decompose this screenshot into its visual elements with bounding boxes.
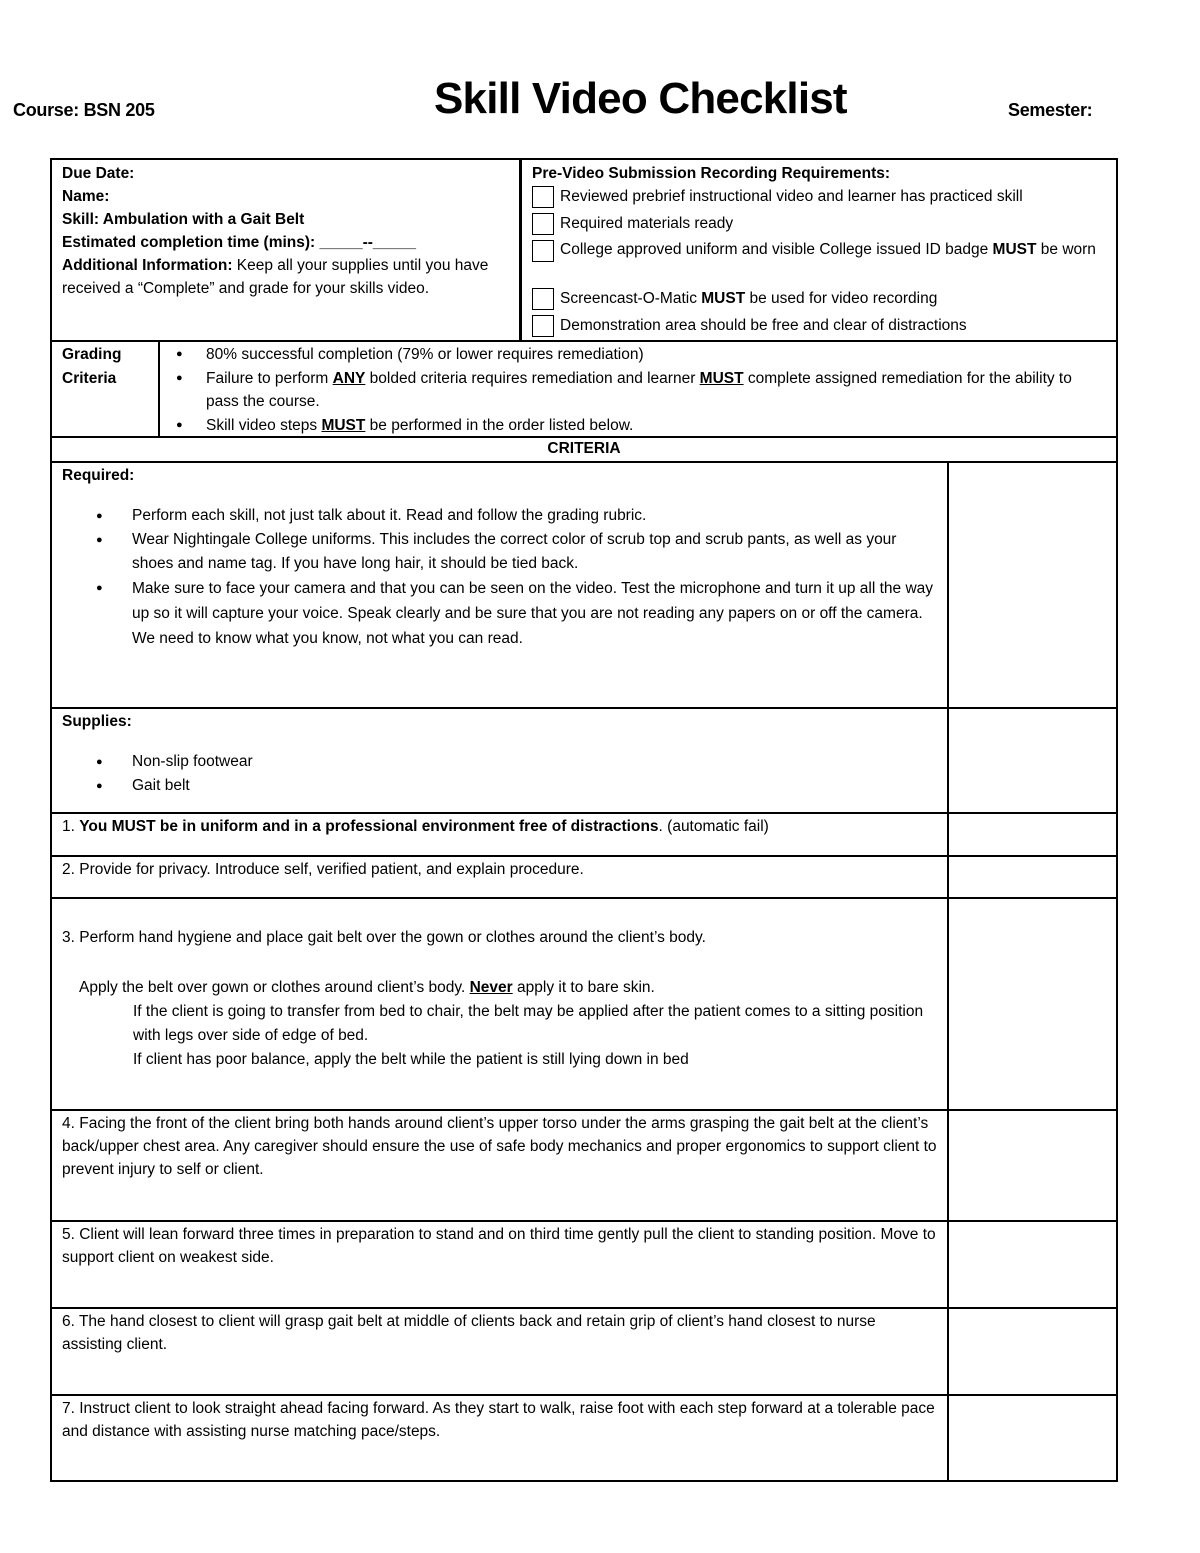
score-cell[interactable] — [947, 1111, 1116, 1220]
course-label: Course: BSN 205 — [13, 100, 155, 120]
pre-video-item-text: be worn — [1036, 241, 1096, 258]
checkbox[interactable] — [532, 240, 554, 262]
student-info-cell — [52, 160, 519, 340]
semester-label: Semester: — [1008, 100, 1093, 120]
step-text — [52, 814, 947, 855]
score-cell[interactable] — [947, 857, 1116, 897]
grading-text: Failure to perform — [206, 369, 333, 387]
pre-video-item-text: Screencast-O-Matic — [560, 290, 702, 307]
score-cell[interactable] — [947, 1222, 1116, 1307]
grading-text: 80% successful completion (79% or lower requires remediation) — [206, 346, 644, 363]
grading-text: bolded criteria requires remediation and learner — [365, 369, 700, 387]
criteria-header-row — [52, 436, 1116, 461]
step-note: . (automatic fail) — [658, 818, 769, 835]
list-item: ● Wear Nightingale College uniforms. This includes the correct color of scrub top and scrub pants, as well as your shoes and name tag. If you have long hair, it should be tied back. — [62, 528, 937, 576]
emphasis-text: MUST — [992, 241, 1037, 258]
list-item — [170, 367, 1106, 414]
pre-video-item-text: College approved uniform and visible College issued ID badge — [560, 241, 993, 258]
step-row — [52, 1220, 1116, 1307]
criteria-header: CRITERIA — [547, 440, 621, 457]
grading-row — [52, 340, 1116, 436]
step-number: 1. — [62, 818, 80, 835]
checkbox[interactable] — [532, 213, 554, 235]
grading-label: Grading Criteria — [62, 346, 122, 387]
estimated-time-field[interactable]: Estimated completion time (mins): _____--_____ — [62, 234, 417, 251]
step-subtext-a: Apply the belt over gown or clothes around client’s body. — [79, 979, 470, 996]
emphasis-text: MUST — [321, 416, 366, 434]
pre-video-item — [532, 239, 1106, 287]
checkbox[interactable] — [532, 315, 554, 337]
required-cell — [52, 463, 947, 707]
required-row — [52, 461, 1116, 707]
step-row — [52, 1394, 1116, 1480]
emphasis-text: ANY — [332, 369, 366, 387]
step-row — [52, 1109, 1116, 1220]
pre-video-item — [532, 314, 1106, 338]
list-item: ● Gait belt — [62, 774, 937, 798]
grading-text: be performed in the order listed below. — [365, 416, 634, 434]
pre-video-item-text: be used for video recording — [745, 290, 938, 307]
checkbox[interactable] — [532, 288, 554, 310]
emphasis-text: MUST — [701, 290, 746, 307]
score-cell[interactable] — [947, 814, 1116, 855]
step-text: 2. Provide for privacy. Introduce self, verified patient, and explain procedure. — [62, 861, 584, 878]
step-subtext — [62, 976, 937, 1000]
page-title: Skill Video Checklist — [434, 74, 847, 123]
skill-label: Skill: Ambulation with a Gait Belt — [62, 211, 305, 228]
pre-video-title: Pre-Video Submission Recording Requirements: — [532, 165, 891, 182]
due-date-field[interactable]: Due Date: — [62, 165, 135, 182]
score-cell[interactable] — [947, 1396, 1116, 1480]
checklist-table — [50, 158, 1118, 1482]
score-cell[interactable] — [947, 463, 1116, 707]
step-row — [52, 1307, 1116, 1394]
info-row — [52, 160, 1116, 340]
supplies-cell — [52, 709, 947, 812]
pre-video-item — [532, 185, 1106, 212]
step-row — [52, 812, 1116, 855]
pre-video-item — [532, 287, 1106, 314]
score-cell[interactable] — [947, 709, 1116, 812]
list-item — [170, 414, 1106, 438]
grading-text: Skill video steps — [206, 416, 322, 434]
document-header — [0, 70, 1200, 130]
list-item: ● Make sure to face your camera and that you can be seen on the video. Test the microphone and turn it up all the way up so it will capture your voice. Speak clearly and be sure that you are not reading any papers on or off the camera. We need to know what you know, not what you can read. — [62, 576, 937, 651]
step-text: 6. The hand closest to client will grasp gait belt at middle of clients back and retain grip of client’s hand closest to nurse assisting client. — [62, 1313, 876, 1353]
required-label: Required: — [62, 467, 135, 484]
pre-video-item-text: Demonstration area should be free and clear of distractions — [560, 317, 967, 334]
additional-info — [62, 254, 509, 300]
step-text — [52, 899, 947, 1109]
step-text: 5. Client will lean forward three times in preparation to stand and on third time gently pull the client to standing position. Move to support client on weakest side. — [62, 1226, 936, 1266]
list-item — [170, 343, 1106, 367]
list-item: ● Non-slip footwear — [62, 750, 937, 774]
pre-video-item-text: Reviewed prebrief instructional video and learner has practiced skill — [560, 188, 1023, 205]
name-field[interactable]: Name: — [62, 188, 110, 205]
pre-video-item — [532, 212, 1106, 239]
pre-video-item-text: Required materials ready — [560, 215, 734, 232]
step-text: 4. Facing the front of the client bring both hands around client’s upper torso under the arms grasping the gait belt at the client’s back/upper chest area. Any caregiver should ensure the use of safe body mechanics and proper ergonomics to support client to prevent injury to self or client. — [62, 1115, 937, 1178]
additional-info-text: Keep all your supplies until you have received a “Complete” and grade for your skills video. — [62, 257, 489, 297]
checkbox[interactable] — [532, 186, 554, 208]
supplies-label: Supplies: — [62, 713, 132, 730]
step-subtext-c: apply it to bare skin. — [512, 979, 655, 996]
step-subtext: If client has poor balance, apply the belt while the patient is still lying down in bed — [133, 1051, 689, 1068]
step-row — [52, 897, 1116, 1109]
step-row — [52, 855, 1116, 897]
supplies-row — [52, 707, 1116, 812]
grading-text: complete assigned remediation for the ability to pass the course. — [206, 369, 1072, 410]
step-text: 7. Instruct client to look straight ahead facing forward. As they start to walk, raise foot with each step forward at a tolerable pace and distance with assisting nurse matching pace/steps. — [62, 1400, 935, 1440]
pre-video-cell — [519, 160, 1116, 340]
additional-info-label: Additional Information: — [62, 257, 233, 274]
list-item: ● Perform each skill, not just talk about it. Read and follow the grading rubric. — [62, 504, 937, 528]
score-cell[interactable] — [947, 899, 1116, 1109]
step-main-text: 3. Perform hand hygiene and place gait belt over the gown or clothes around the client’s body. — [62, 929, 706, 946]
emphasis-text: You MUST be in uniform and in a professional environment free of distractions — [79, 818, 659, 835]
emphasis-text: MUST — [699, 369, 744, 387]
grading-bullets — [158, 342, 1116, 436]
emphasis-text: Never — [469, 979, 513, 996]
step-subtext: If the client is going to transfer from bed to chair, the belt may be applied after the patient comes to a sitting position with legs over side of edge of bed. — [133, 1003, 924, 1044]
score-cell[interactable] — [947, 1309, 1116, 1394]
